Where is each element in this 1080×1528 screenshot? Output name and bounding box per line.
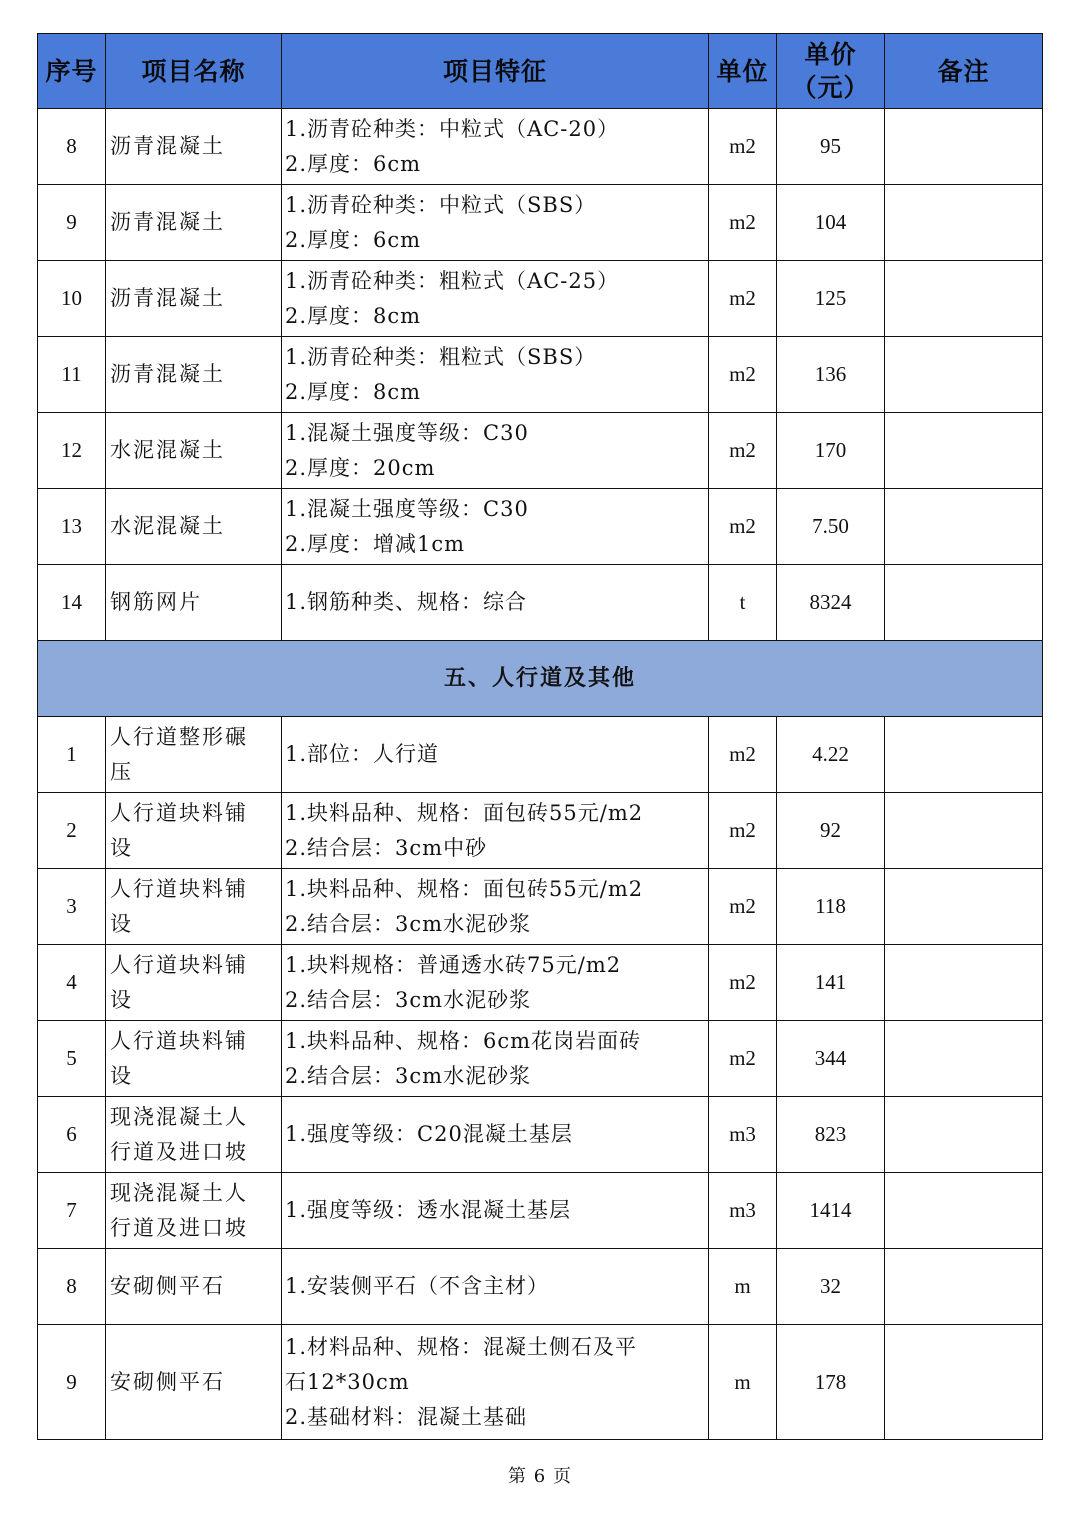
feature-line: 1.沥青砼种类：中粒式（SBS）: [285, 192, 597, 217]
cell-no: 9: [38, 1325, 106, 1440]
name-line: 压: [110, 759, 133, 784]
feature-line: 2.结合层：3cm水泥砂浆: [285, 1063, 532, 1088]
cell-price: 92: [777, 793, 885, 869]
name-line: 安砌侧平石: [110, 1274, 225, 1298]
table-row: [38, 945, 1043, 1021]
cell-unit: m3: [709, 1097, 777, 1173]
cell-unit: m2: [709, 869, 777, 945]
cell-feature: [282, 793, 709, 869]
cell-name: 沥青混凝土: [106, 109, 282, 185]
cell-feature: [282, 489, 709, 565]
cell-no: 10: [38, 261, 106, 337]
cell-name: 沥青混凝土: [106, 261, 282, 337]
table-row: [38, 565, 1043, 641]
feature-line: 1.安装侧平石（不含主材）: [285, 1274, 550, 1298]
name-line: 设: [110, 835, 133, 860]
cell-feature: [282, 869, 709, 945]
feature-line: 1.材料品种、规格：混凝土侧石及平: [285, 1334, 638, 1359]
feature-line: 1.部位：人行道: [285, 742, 440, 766]
cell-unit: m2: [709, 261, 777, 337]
cell-unit: m2: [709, 489, 777, 565]
cell-unit: m: [709, 1249, 777, 1325]
feature-line: 2.基础材料：混凝土基础: [285, 1404, 528, 1429]
cell-feature: [282, 945, 709, 1021]
feature-line: 2.结合层：3cm中砂: [285, 835, 488, 860]
cell-name: 沥青混凝土: [106, 337, 282, 413]
header-price-line2: （元）: [791, 73, 870, 102]
cell-name: [106, 1021, 282, 1097]
feature-line: 2.厚度：8cm: [285, 303, 422, 328]
table-row: [38, 1173, 1043, 1249]
cell-unit: m2: [709, 337, 777, 413]
table-row: [38, 1325, 1043, 1440]
cell-feature: [282, 261, 709, 337]
cell-unit: m2: [709, 793, 777, 869]
cell-name: [106, 793, 282, 869]
cell-price: 7.50: [777, 489, 885, 565]
cell-price: 141: [777, 945, 885, 1021]
feature-line: 2.厚度：20cm: [285, 455, 436, 480]
cell-name: [106, 1097, 282, 1173]
cell-unit: m2: [709, 413, 777, 489]
section-title: 五、人行道及其他: [38, 641, 1043, 717]
page-number: 第 6 页: [508, 1466, 572, 1487]
feature-line: 2.厚度：8cm: [285, 379, 422, 404]
cell-no: 14: [38, 565, 106, 641]
cell-unit: m: [709, 1325, 777, 1440]
cell-unit: t: [709, 565, 777, 641]
cell-no: 12: [38, 413, 106, 489]
cell-no: 9: [38, 185, 106, 261]
cell-no: 2: [38, 793, 106, 869]
feature-line: 1.块料品种、规格：6cm花岗岩面砖: [285, 1028, 642, 1053]
cell-remark: [885, 565, 1043, 641]
cell-feature: [282, 1249, 709, 1325]
cell-remark: [885, 109, 1043, 185]
cell-price: 170: [777, 413, 885, 489]
cell-remark: [885, 413, 1043, 489]
cell-price: 344: [777, 1021, 885, 1097]
cell-feature: [282, 337, 709, 413]
feature-line: 1.强度等级：C20混凝土基层: [285, 1122, 573, 1146]
cell-price: 104: [777, 185, 885, 261]
cell-no: 4: [38, 945, 106, 1021]
feature-line: 2.结合层：3cm水泥砂浆: [285, 911, 532, 936]
cell-no: 7: [38, 1173, 106, 1249]
name-line: 设: [110, 1063, 133, 1088]
price-table-container: [37, 33, 1042, 1440]
feature-line: 2.厚度：增减1cm: [285, 531, 466, 556]
cell-unit: m2: [709, 1021, 777, 1097]
cell-price: 95: [777, 109, 885, 185]
cell-name: 水泥混凝土: [106, 413, 282, 489]
cell-name: 钢筋网片: [106, 565, 282, 641]
name-line: 现浇混凝土人: [110, 1180, 248, 1205]
cell-unit: m2: [709, 717, 777, 793]
table-row: [38, 1021, 1043, 1097]
cell-remark: [885, 185, 1043, 261]
cell-price: 8324: [777, 565, 885, 641]
name-line: 人行道块料铺: [110, 800, 248, 825]
name-line: 安砌侧平石: [110, 1369, 225, 1394]
cell-no: 13: [38, 489, 106, 565]
cell-remark: [885, 261, 1043, 337]
feature-line: 2.厚度：6cm: [285, 227, 422, 252]
cell-feature: [282, 413, 709, 489]
table-row: [38, 261, 1043, 337]
cell-remark: [885, 1173, 1043, 1249]
name-line: 人行道整形碾: [110, 724, 248, 749]
name-line: 人行道块料铺: [110, 952, 248, 977]
header-feature: 项目特征: [282, 34, 709, 109]
name-line: 行道及进口坡: [110, 1215, 248, 1240]
cell-feature: [282, 1173, 709, 1249]
name-line: 现浇混凝土人: [110, 1104, 248, 1129]
cell-remark: [885, 489, 1043, 565]
cell-price: 136: [777, 337, 885, 413]
cell-name: [106, 945, 282, 1021]
feature-line: 1.沥青砼种类：粗粒式（AC-25）: [285, 268, 620, 293]
feature-line: 1.块料品种、规格：面包砖55元/m2: [285, 876, 644, 901]
cell-feature: [282, 1325, 709, 1440]
cell-remark: [885, 793, 1043, 869]
cell-unit: m2: [709, 185, 777, 261]
cell-name: [106, 717, 282, 793]
table-row: [38, 1097, 1043, 1173]
feature-line: 1.钢筋种类、规格：综合: [285, 590, 528, 614]
name-line: 人行道块料铺: [110, 876, 248, 901]
cell-feature: [282, 717, 709, 793]
section-heading-row: [38, 641, 1043, 717]
name-line: 行道及进口坡: [110, 1139, 248, 1164]
table-row: [38, 793, 1043, 869]
table-row: [38, 109, 1043, 185]
cell-price: 118: [777, 869, 885, 945]
header-no: 序号: [38, 34, 106, 109]
cell-no: 3: [38, 869, 106, 945]
table-header-row: [38, 34, 1043, 109]
cell-name: [106, 869, 282, 945]
table-row: [38, 1249, 1043, 1325]
cell-remark: [885, 337, 1043, 413]
cell-feature: [282, 1097, 709, 1173]
cell-name: 沥青混凝土: [106, 185, 282, 261]
cell-no: 11: [38, 337, 106, 413]
header-remark: 备注: [885, 34, 1043, 109]
header-unit: 单位: [709, 34, 777, 109]
feature-line: 2.结合层：3cm水泥砂浆: [285, 987, 532, 1012]
price-table: [37, 33, 1043, 1440]
header-price-line1: 单价: [804, 40, 857, 69]
feature-line: 1.块料品种、规格：面包砖55元/m2: [285, 800, 644, 825]
feature-line: 2.厚度：6cm: [285, 151, 422, 176]
cell-name: [106, 1249, 282, 1325]
cell-price: 823: [777, 1097, 885, 1173]
cell-feature: [282, 1021, 709, 1097]
cell-no: 6: [38, 1097, 106, 1173]
cell-no: 1: [38, 717, 106, 793]
feature-line: 1.强度等级：透水混凝土基层: [285, 1198, 572, 1222]
cell-feature: [282, 185, 709, 261]
cell-feature: [282, 109, 709, 185]
cell-price: 125: [777, 261, 885, 337]
feature-line: 1.沥青砼种类：中粒式（AC-20）: [285, 116, 620, 141]
cell-remark: [885, 869, 1043, 945]
cell-name: 水泥混凝土: [106, 489, 282, 565]
cell-name: [106, 1325, 282, 1440]
table-row: [38, 185, 1043, 261]
cell-no: 8: [38, 1249, 106, 1325]
feature-line: 1.混凝土强度等级：C30: [285, 420, 529, 445]
cell-remark: [885, 717, 1043, 793]
cell-remark: [885, 1325, 1043, 1440]
table-row: [38, 337, 1043, 413]
cell-price: 32: [777, 1249, 885, 1325]
cell-price: 1414: [777, 1173, 885, 1249]
feature-line: 1.混凝土强度等级：C30: [285, 496, 529, 521]
table-row: [38, 869, 1043, 945]
table-row: [38, 489, 1043, 565]
cell-unit: m3: [709, 1173, 777, 1249]
cell-remark: [885, 1249, 1043, 1325]
cell-no: 8: [38, 109, 106, 185]
cell-remark: [885, 1021, 1043, 1097]
cell-remark: [885, 945, 1043, 1021]
cell-unit: m2: [709, 109, 777, 185]
cell-price: 4.22: [777, 717, 885, 793]
name-line: 设: [110, 987, 133, 1012]
cell-name: [106, 1173, 282, 1249]
cell-remark: [885, 1097, 1043, 1173]
feature-line: 石12*30cm: [285, 1369, 410, 1394]
table-row: [38, 717, 1043, 793]
name-line: 人行道块料铺: [110, 1028, 248, 1053]
name-line: 设: [110, 911, 133, 936]
cell-feature: [282, 565, 709, 641]
cell-unit: m2: [709, 945, 777, 1021]
header-name: 项目名称: [106, 34, 282, 109]
cell-price: 178: [777, 1325, 885, 1440]
table-row: [38, 413, 1043, 489]
cell-no: 5: [38, 1021, 106, 1097]
feature-line: 1.块料规格：普通透水砖75元/m2: [285, 952, 622, 977]
header-price: [777, 34, 885, 109]
feature-line: 1.沥青砼种类：粗粒式（SBS）: [285, 344, 597, 369]
